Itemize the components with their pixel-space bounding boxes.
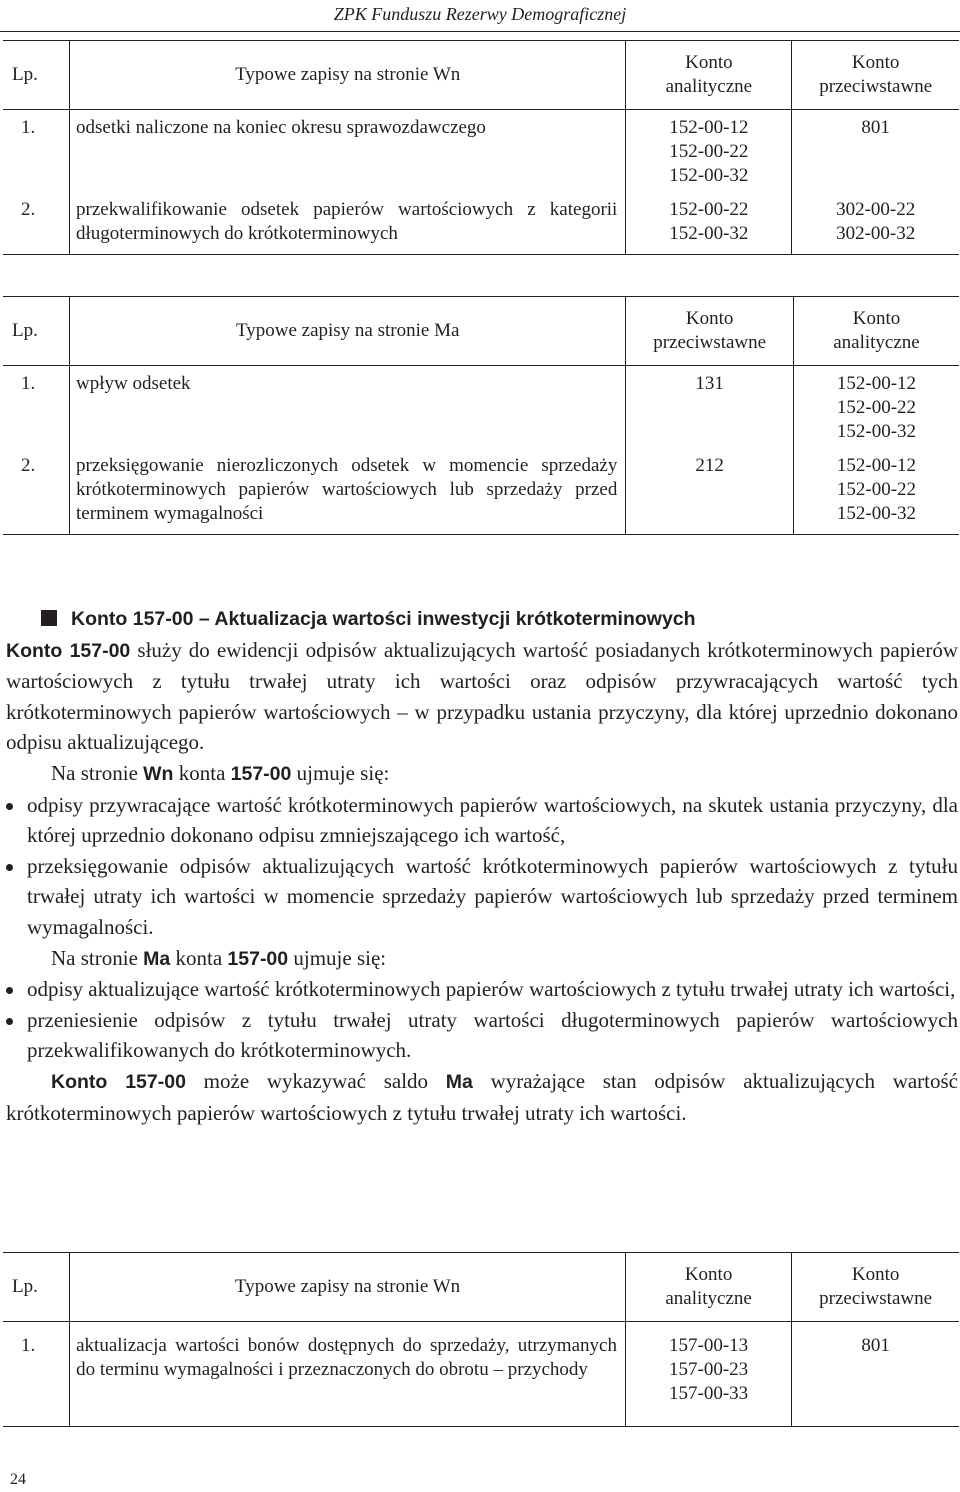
wn-intro: Na stronie Wn konta 157-00 ujmuje się: [51, 760, 390, 785]
row-lp: 2. [3, 198, 70, 255]
header-lp: Lp. [3, 297, 70, 366]
wn-list [6, 790, 958, 943]
list-item: odpisy aktualizujące wartość krótkoterminowych papierów wartościowych z tytułu trwałej utraty ich wartości, [6, 974, 958, 1005]
ma-list [6, 974, 958, 1066]
table-ma-152 [3, 296, 959, 535]
table-wn-157 [3, 1252, 959, 1427]
table-row [3, 454, 959, 535]
list-item: odpisy przywracające wartość krótkoterminowych papierów wartościowych, na skutek ustania przyczyny, dla której uprzednio dokonano odpisu zmniejszającego ich wartość, [6, 790, 958, 851]
table-row [3, 366, 959, 455]
table-row [3, 110, 959, 199]
row-col-a: 131 [626, 366, 794, 455]
intro-paragraph: Konto 157-00 służy do ewidencji odpisów aktualizujących wartość posiadanych krótkoterminowych papierów wartościowych z tytułu trwałej utraty ich wartości oraz odpisów przywracających wartość tych krótkoterminowych papierów wartościowych – w przypadku ustania przyczyny, dla której uprzednio dokonano odpisu aktualizującego. [6, 637, 959, 755]
header-col-b: Konto przeciwstawne [792, 41, 959, 110]
header-col-b: Konto analityczne [793, 297, 959, 366]
list-item: przeniesienie odpisów z tytułu trwałej utraty wartości długoterminowych papierów wartościowych przekwalifikowanych do krótkoterminowych. [6, 1005, 958, 1066]
header-col-a: Konto przeciwstawne [626, 297, 794, 366]
row-col-a: 152-00-22 152-00-32 [626, 198, 792, 255]
bullet-dot-icon [6, 864, 13, 871]
bullet-dot-icon [6, 803, 13, 810]
row-col-b: 302-00-22 302-00-32 [792, 198, 959, 255]
table-header-row [3, 1253, 959, 1322]
header-col-a: Konto analityczne [625, 1253, 791, 1322]
row-lp: 1. [3, 1322, 70, 1427]
row-lp: 2. [3, 454, 70, 535]
row-col-b: 801 [792, 1322, 959, 1427]
row-col-a: 157-00-13 157-00-23 157-00-33 [625, 1322, 791, 1427]
table-wn-152 [3, 40, 959, 255]
ma-intro: Na stronie Ma konta 157-00 ujmuje się: [51, 945, 387, 970]
page-number: 24 [10, 1471, 26, 1488]
header-col-a: Konto analityczne [626, 41, 792, 110]
bullet-dot-icon [6, 987, 13, 994]
row-desc: aktualizacja wartości bonów dostępnych do sprzedaży, utrzymanych do terminu wymagalności i przeznaczonych do obrotu – przychody [70, 1322, 626, 1427]
header-desc: Typowe zapisy na stronie Wn [70, 41, 626, 110]
row-desc: przekwalifikowanie odsetek papierów wartościowych z kategorii długoterminowych do krótkoterminowych [70, 198, 626, 255]
bullet-dot-icon [6, 1018, 13, 1025]
row-col-a: 152-00-12 152-00-22 152-00-32 [626, 110, 792, 199]
table-header-row [3, 297, 959, 366]
row-desc: odsetki naliczone na koniec okresu sprawozdawczego [70, 110, 626, 199]
square-bullet-icon [41, 610, 57, 626]
header-lp: Lp. [3, 41, 70, 110]
row-col-b: 152-00-12 152-00-22 152-00-32 [793, 454, 959, 535]
header-desc: Typowe zapisy na stronie Wn [70, 1253, 626, 1322]
header-desc: Typowe zapisy na stronie Ma [70, 297, 626, 366]
row-col-b: 801 [861, 117, 890, 138]
header-lp: Lp. [3, 1253, 70, 1322]
row-col-b: 152-00-12 152-00-22 152-00-32 [836, 373, 917, 442]
list-item: przeksięgowanie odpisów aktualizujących wartość krótkoterminowych papierów wartościowych z tytułu trwałej utraty ich wartości w momencie sprzedaży papierów wartościowych lub sprzedaży przed terminem wymagalności. [6, 851, 958, 943]
account-157-section [6, 603, 958, 1128]
closing-paragraph: Konto 157-00 może wykazywać saldo Ma wyrażające stan odpisów aktualizujących wartość krótkoterminowych papierów wartościowych z tytułu trwałej utraty ich wartości. [6, 1068, 959, 1125]
row-lp: 1. [3, 110, 70, 199]
row-desc: przeksięgowanie nierozliczonych odsetek w momencie sprzedaży krótkoterminowych papierów wartościowych lub sprzedaży przed terminem wymagalności [70, 454, 626, 535]
running-header: ZPK Funduszu Rezerwy Demograficznej [0, 0, 960, 32]
row-col-a: 212 [626, 454, 794, 535]
table-row [3, 1322, 959, 1427]
table-header-row [3, 41, 959, 110]
row-lp: 1. [3, 366, 70, 455]
row-desc: wpływ odsetek [70, 366, 626, 455]
header-col-b: Konto przeciwstawne [792, 1253, 959, 1322]
table-row [3, 198, 959, 255]
section-heading: Konto 157-00 – Aktualizacja wartości inwestycji krótkoterminowych [6, 603, 958, 635]
